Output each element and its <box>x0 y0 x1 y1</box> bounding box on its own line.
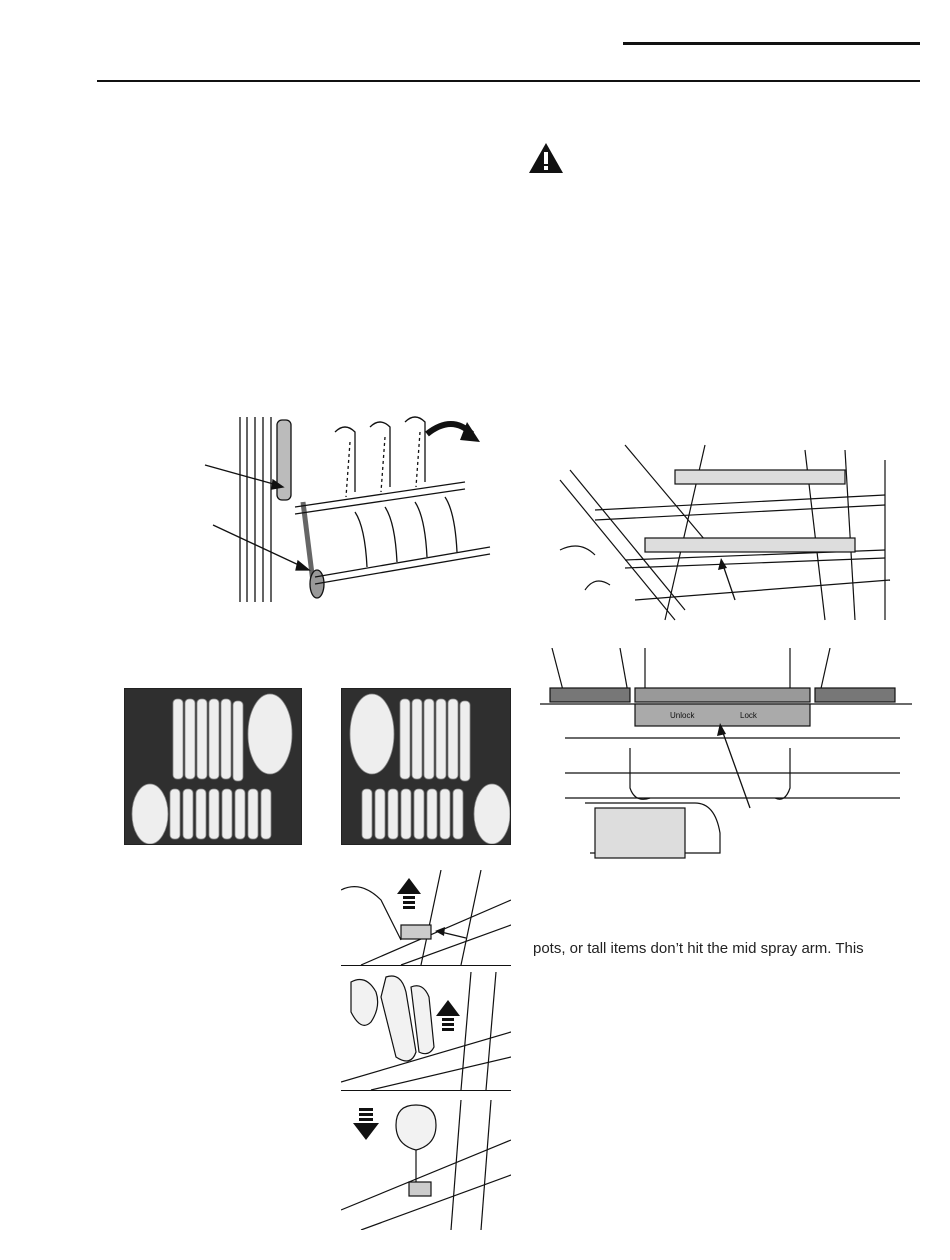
unlock-label: Unlock <box>670 711 695 720</box>
warning-triangle-icon <box>528 142 564 174</box>
spray-arm-text: pots, or tall items don’t hit the mid spray arm. This <box>533 940 864 957</box>
rack-photo-left <box>124 688 302 845</box>
step-figure-2 <box>341 972 511 1091</box>
tine-callout-arrows <box>195 455 325 585</box>
rack-photo-right <box>341 688 511 845</box>
header-long-rule <box>97 80 920 82</box>
step-figure-1 <box>341 870 511 966</box>
step-figure-3 <box>341 1100 511 1230</box>
rack-adjuster-figure <box>555 440 895 625</box>
header-short-rule <box>623 42 920 45</box>
lock-label: Lock <box>740 711 757 720</box>
lock-unlock-figure <box>540 648 912 863</box>
